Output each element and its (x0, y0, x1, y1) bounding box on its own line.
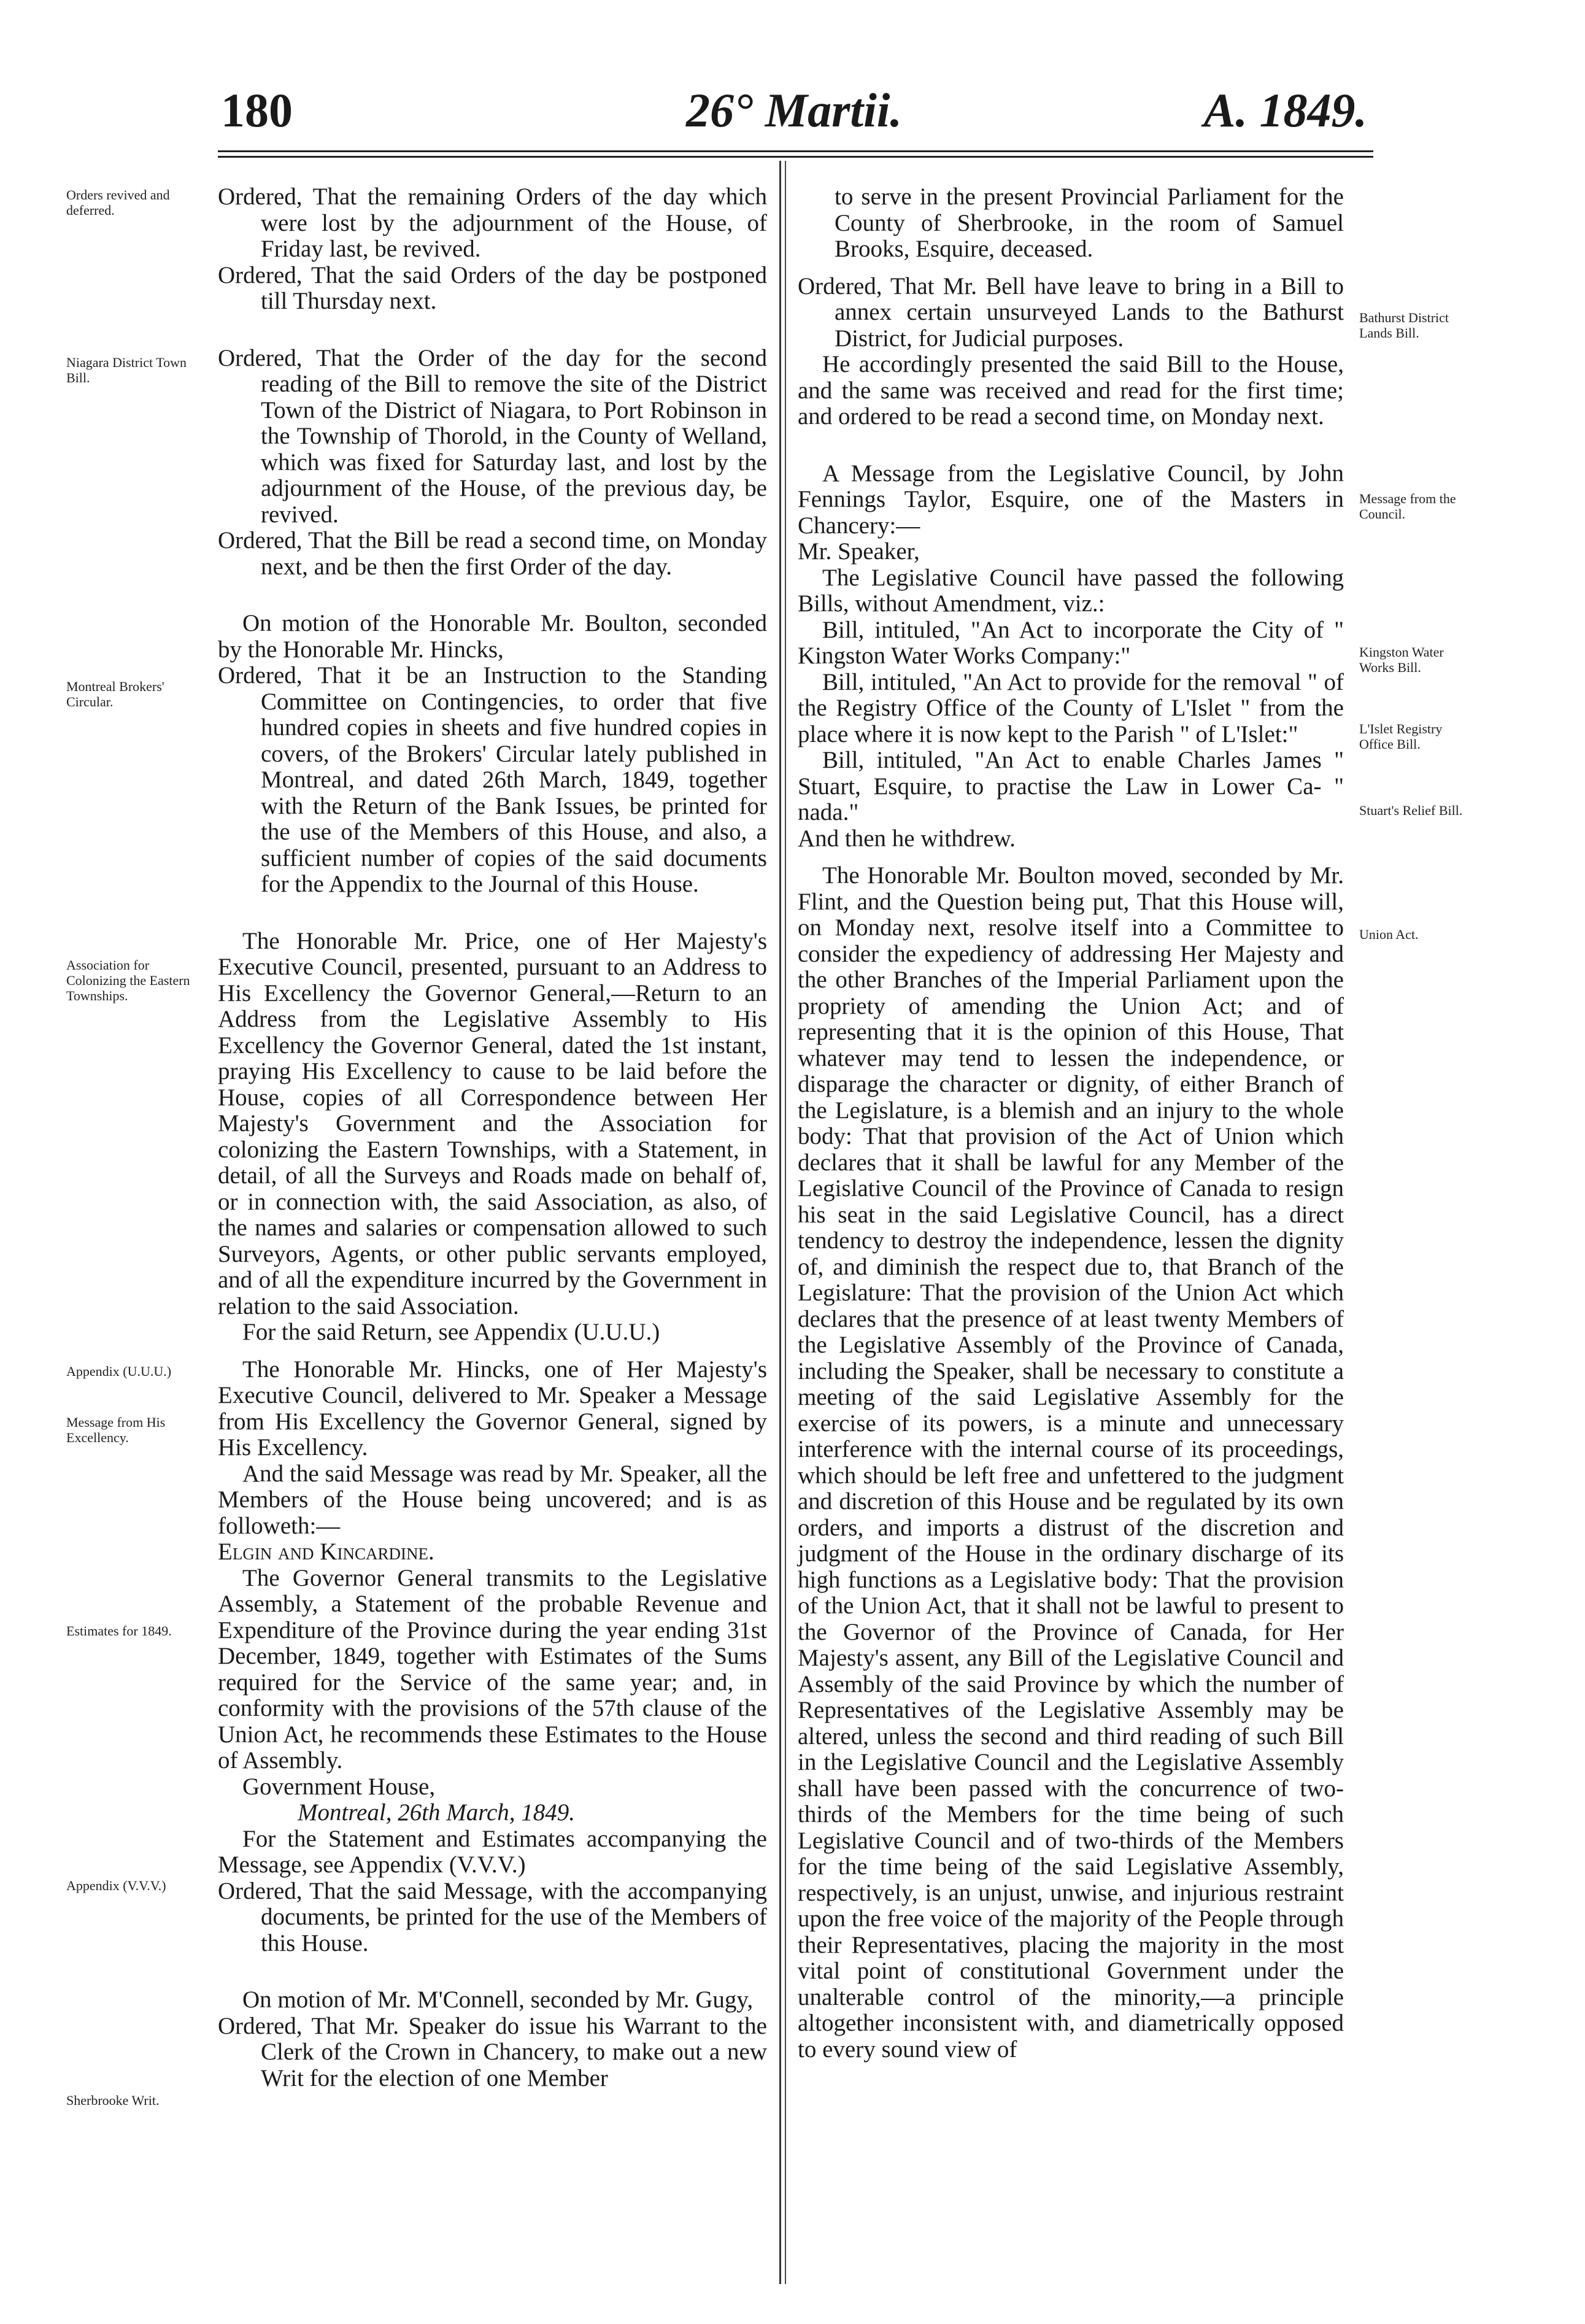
paragraph: Ordered, That the said Orders of the day be postponed till Thursday next. (218, 261, 767, 314)
paragraph: And then he withdrew. (798, 825, 1016, 852)
column-divider (785, 161, 786, 2284)
paragraph: Ordered, That the Order of the day for the second reading of the Bill to remove the site of the District Town of the District of Niagara, to Port Robinson in the Township of Thorold, in the County of Welland, which was fixed for Saturday last, and lost by the adjournment of the House, of the previous day, be revived. (218, 344, 767, 528)
paragraph: Montreal, 26th March, 1849. (298, 1799, 576, 1826)
page-header (221, 80, 1367, 141)
margin-note: Union Act. (1359, 927, 1419, 942)
header-rule-top (218, 150, 1373, 152)
margin-note: Sherbrooke Writ. (66, 2093, 160, 2108)
margin-note: Association for Colonizing the Eastern Townships. (66, 957, 190, 1003)
paragraph: Bill, intituled, "An Act to incorporate the City of " Kingston Water Works Company:" (798, 616, 1344, 669)
paragraph: The Governor General transmits to the Legislative Assembly, a Statement of the probable Revenue and Expenditure of the Province during the year ending 31st December, 1849, together with Estimates of the Sums required for the Service of the same year; and, in conformity with the provisions of the 57th clause of the Union Act, he recommends these Estimates to the House of Assembly. (218, 1564, 767, 1774)
signature: Elgin and Kincardine. (218, 1538, 434, 1565)
margin-note: Stuart's Relief Bill. (1359, 803, 1463, 818)
margin-note: Message from the Council. (1359, 491, 1456, 522)
paragraph: He accordingly presented the said Bill to the House, and the same was received and read for the first time; and ordered to be read a second time, on Monday next. (798, 351, 1344, 430)
paragraph: The Honorable Mr. Hincks, one of Her Majesty's Executive Council, delivered to Mr. Speaker a Message from His Excellency the Governor General, signed by His Excellency. (218, 1356, 767, 1461)
paragraph: Bill, intituled, "An Act to enable Charles James " Stuart, Esquire, to practise the Law in Lower Ca- " nada." (798, 747, 1344, 825)
paragraph: to serve in the present Provincial Parliament for the County of Sherbrooke, in the room of Samuel Brooks, Esquire, deceased. (835, 183, 1344, 262)
left-column (218, 184, 767, 2091)
page-year: A. 1849. (1203, 83, 1367, 137)
margin-note: Kingston Water Works Bill. (1359, 644, 1444, 675)
paragraph: On motion of Mr. M'Connell, seconded by Mr. Gugy, (242, 1986, 754, 2013)
paragraph: And the said Message was read by Mr. Speaker, all the Members of the House being uncovered; and is as followeth:— (218, 1460, 767, 1539)
paragraph: Ordered, That it be an Instruction to the Standing Committee on Contingencies, to order that five hundred copies in sheets and five hundred copies in covers, of the Brokers' Circular lately published in Montreal, and dated 26th March, 1849, together with the Return of the Bank Issues, be printed for the use of the Members of this House, and also, a sufficient number of copies of the said documents for the Appendix to the Journal of this House. (218, 662, 767, 897)
margin-note: Message from His Excellency. (66, 1415, 166, 1445)
column-divider (779, 161, 781, 2284)
margin-note: L'Islet Registry Office Bill. (1359, 721, 1443, 752)
paragraph: Ordered, That Mr. Speaker do issue his Warrant to the Clerk of the Crown in Chancery, to make out a new Writ for the election of one Member (218, 2012, 767, 2091)
paragraph: For the Statement and Estimates accompanying the Message, see Appendix (V.V.V.) (218, 1825, 767, 1878)
paragraph: For the said Return, see Appendix (U.U.U.) (242, 1319, 660, 1345)
margin-note: Estimates for 1849. (66, 1623, 172, 1639)
paragraph: Ordered, That Mr. Bell have leave to bring in a Bill to annex certain unsurveyed Lands to the Bathurst District, for Judicial purposes. (798, 272, 1344, 352)
paragraph: The Legislative Council have passed the following Bills, without Amendment, viz.: (798, 564, 1344, 617)
paragraph: The Honorable Mr. Price, one of Her Majesty's Executive Council, presented, pursuant to an Address to His Excellency the Governor General,—Return to an Address from the Legislative Assembly to His Excellency the Governor General, dated the 1st instant, praying His Excellency to cause to be laid before the House, copies of all Correspondence between Her Majesty's Government and the Association for colonizing the Eastern Townships, with a Statement, in detail, of all the Surveys and Roads made on behalf of, or in connection with, the said Association, as also, of the names and salaries or compensation allowed to such Surveyors, Agents, or other public servants employed, and of all the expenditure incurred by the Government in relation to the said Association. (218, 927, 767, 1319)
right-column (798, 184, 1344, 2063)
paragraph: The Honorable Mr. Boulton moved, seconded by Mr. Flint, and the Question being put, That this House will, on Monday next, resolve itself into a Committee to consider the expediency of addressing Her Majesty and the other Branches of the Imperial Parliament upon the propriety of amending the Union Act; and of representing that it is the opinion of this House, That whatever may tend to lessen the independence, or disparage the character or dignity, of either Branch of the Legislature, is a blemish and an injury to the whole body: That that provision of the Act of Union which declares that it shall be lawful for any Member of the Legislative Council of the Province of Canada to resign his seat in the said Legislative Council, has a direct tendency to destroy the independence, lessen the dignity of, and diminish the respect due to, that Branch of the Legislature: That the provision of the Union Act which declares that the presence of at least twenty Members of the Legislative Assembly of the Province of Canada, including the Speaker, shall be necessary to constitute a meeting of the said Legislative Assembly for the exercise of its powers, is a minute and unnecessary interference with the internal course of its proceedings, which should be left free and unfettered to the judgment and discretion of this House and be regulated by its own orders, and imports a distrust of the discretion and judgment of the House in the ordinary discharge of its high functions as a Legislative body: That the provision of the Union Act, that it shall not be lawful to present to the Governor of the Province of Canada, for Her Majesty's assent, any Bill of the Legislative Council and Assembly of the said Province by which the number of Representatives of the Legislative Assembly may be altered, unless the second and third reading of such Bill in the Legislative Council and the Legislative Assembly shall have been passed with the concurrence of two-thirds of the Members for the time being of such Legislative Council and of two-thirds of the Members for the time being of the said Legislative Assembly, respectively, is an unjust, unwise, and injurious restraint upon the free voice of the majority of the People through their Representatives, placing the majority in the most vital point of constitutional Government under the unalterable control of the minority,—a principle altogether inconsistent with, and diametrically opposed to every sound view of (798, 862, 1344, 2063)
margin-note: Orders revived and deferred. (66, 187, 170, 218)
paragraph: Bill, intituled, "An Act to provide for the removal " of the Registry Office of the County of L'Islet " from the place where it is now kept to the Parish " of L'Islet:" (798, 668, 1344, 747)
margin-note: Appendix (V.V.V.) (66, 1878, 166, 1893)
paragraph: Mr. Speaker, (798, 538, 920, 565)
page-date-title: 26° Martii. (686, 83, 902, 137)
paragraph: On motion of the Honorable Mr. Boulton, seconded by the Honorable Mr. Hincks, (218, 610, 767, 663)
paragraph: Ordered, That the remaining Orders of the day which were lost by the adjournment of the House, of Friday last, be revived. (218, 183, 767, 262)
page-number: 180 (221, 83, 293, 137)
header-rule-bottom (218, 156, 1373, 158)
paragraph: A Message from the Legislative Council, by John Fennings Taylor, Esquire, one of the Masters in Chancery:— (798, 460, 1344, 539)
paragraph: Ordered, That the Bill be read a second time, on Monday next, and be then the first Order of the day. (218, 527, 767, 580)
margin-note: Niagara District Town Bill. (66, 355, 187, 385)
margin-note: Montreal Brokers' Circular. (66, 679, 164, 709)
paragraph: Ordered, That the said Message, with the accompanying documents, be printed for the use of the Members of this House. (218, 1877, 767, 1956)
margin-note: Appendix (U.U.U.) (66, 1364, 172, 1379)
paragraph: Government House, (242, 1773, 436, 1800)
margin-note: Bathurst District Lands Bill. (1359, 310, 1449, 341)
